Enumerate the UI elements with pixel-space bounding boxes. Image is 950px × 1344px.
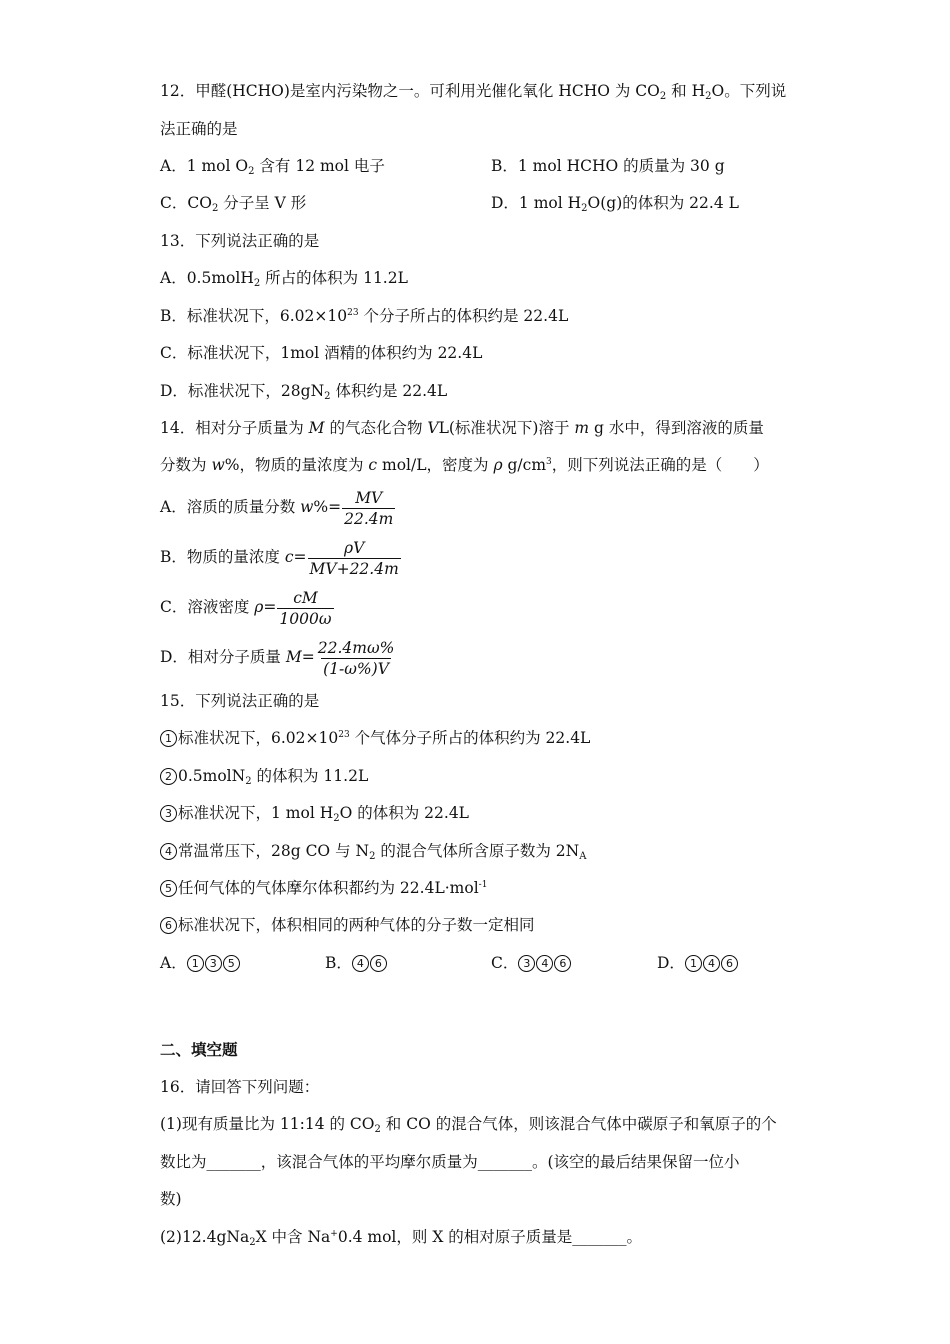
fraction-b: $\frac{\rho V}{MV+22.4m}$	[309, 538, 399, 578]
fraction-a: $\frac{MV}{22.4m}$	[344, 488, 394, 528]
q13-option-b: B．标准状况下，$6.02\times 10^{23}$ 个分子所占的体积约是 22.4L	[160, 307, 569, 325]
q15-option-a: A． 1 3 5	[160, 952, 241, 974]
q16-part1: (1)现有质量比为 11:14 的 $CO_2$ 和 CO 的混合气体，则该混合气体中碳原子和氧原子的个	[160, 1115, 777, 1135]
q15-statement-5: 5 任何气体的气体摩尔体积都约为 22.4L·mol$^{-1}$	[160, 877, 487, 899]
q12-option-a: A．1 mol $O_2$ 含有 12 mol 电子	[160, 157, 385, 177]
q15-option-d: D． 1 4 6	[657, 952, 739, 974]
circled-4-icon: 4	[703, 955, 720, 972]
q16-part1-line2: 数比为_______，该混合气体的平均摩尔质量为_______。(该空的最后结果保留一位小	[160, 1153, 740, 1171]
fraction-c: $\frac{cM}{1000\omega}$	[279, 588, 332, 628]
q12-stem: 12．甲醛(HCHO)是室内污染物之一。可利用光催化氧化 HCHO 为 $CO_2$ 和 $H_2O$。下列说	[160, 82, 787, 102]
circled-4-icon: 4	[536, 955, 553, 972]
circled-4-icon: 4	[160, 843, 177, 860]
circled-1-icon: 1	[685, 955, 702, 972]
q16-part1-line3: 数)	[160, 1190, 182, 1208]
q15-statement-6: 6 标准状况下，体积相同的两种气体的分子数一定相同	[160, 914, 535, 936]
q15-statement-1: 1 标准状况下，$6.02\times 10^{23}$ 个气体分子所占的体积约为 22.4L	[160, 727, 590, 749]
q13-stem: 13．下列说法正确的是	[160, 232, 320, 250]
q12-option-d: D．1 mol $H_2O(g)$的体积为 22.4 L	[491, 194, 739, 214]
q12-option-b: B．1 mol HCHO 的质量为 30 g	[491, 157, 725, 175]
q12-option-c: C．$CO_2$ 分子呈 V 形	[160, 194, 307, 214]
circled-4-icon: 4	[352, 955, 369, 972]
circled-5-icon: 5	[223, 955, 240, 972]
q15-option-b: B． 4 6	[325, 952, 388, 974]
q15-option-c: C． 3 4 6	[491, 952, 572, 974]
q15-statement-3: 3 标准状况下，1 mol $H_2O$ 的体积为 22.4L	[160, 802, 469, 824]
q14-stem: 14．相对分子质量为 M 的气态化合物 VL(标准状况下)溶于 m g 水中，得到溶液的质量	[160, 419, 764, 437]
circled-1-icon: 1	[160, 730, 177, 747]
circled-6-icon: 6	[721, 955, 738, 972]
circled-3-icon: 3	[160, 805, 177, 822]
q14-option-d: D．相对分子质量 M= $\frac{22.4m\omega\%}{(1-\omega\%)V}$	[160, 638, 395, 678]
circled-6-icon: 6	[160, 917, 177, 934]
q16-part2: (2)12.4gNa$_2$X 中含 Na+0.4 mol，则 X 的相对原子质量是_______。	[160, 1228, 643, 1248]
q13-option-a: A．0.5molH$_2$ 所占的体积为 11.2L	[160, 269, 408, 289]
q14-stem-line2: 分数为 w%，物质的量浓度为 c mol/L，密度为 ρ $g/cm^3$，则下列说法正确的是（ ）	[160, 456, 769, 474]
q14-option-a: A．溶质的质量分数 w%= $\frac{MV}{22.4m}$	[160, 488, 394, 528]
q14-option-b: B．物质的量浓度 c= $\frac{\rho V}{MV+22.4m}$	[160, 538, 399, 578]
q15-stem: 15．下列说法正确的是	[160, 692, 320, 710]
q14-option-c: C．溶液密度 ρ= $\frac{cM}{1000\omega}$	[160, 588, 332, 628]
q13-option-d: D．标准状况下，$28gN_2$ 体积约是 22.4L	[160, 382, 448, 402]
q16-stem: 16．请回答下列问题：	[160, 1078, 320, 1096]
circled-2-icon: 2	[160, 768, 177, 785]
q13-option-c: C．标准状况下，1mol 酒精的体积约为 22.4L	[160, 344, 483, 362]
circled-1-icon: 1	[187, 955, 204, 972]
circled-3-icon: 3	[518, 955, 535, 972]
circled-6-icon: 6	[370, 955, 387, 972]
circled-6-icon: 6	[554, 955, 571, 972]
section-title: 二、填空题	[160, 1040, 238, 1059]
circled-5-icon: 5	[160, 880, 177, 897]
fraction-d: $\frac{22.4m\omega\%}{(1-\omega\%)V}$	[317, 638, 395, 678]
q15-statement-2: 2 0.5molN$_2$ 的体积为 11.2L	[160, 765, 368, 787]
q12-stem-line2: 法正确的是	[160, 120, 238, 138]
circled-3-icon: 3	[205, 955, 222, 972]
q15-statement-4: 4 常温常压下，28g CO 与 $N_2$ 的混合气体所含原子数为 $2N_A$	[160, 840, 586, 862]
